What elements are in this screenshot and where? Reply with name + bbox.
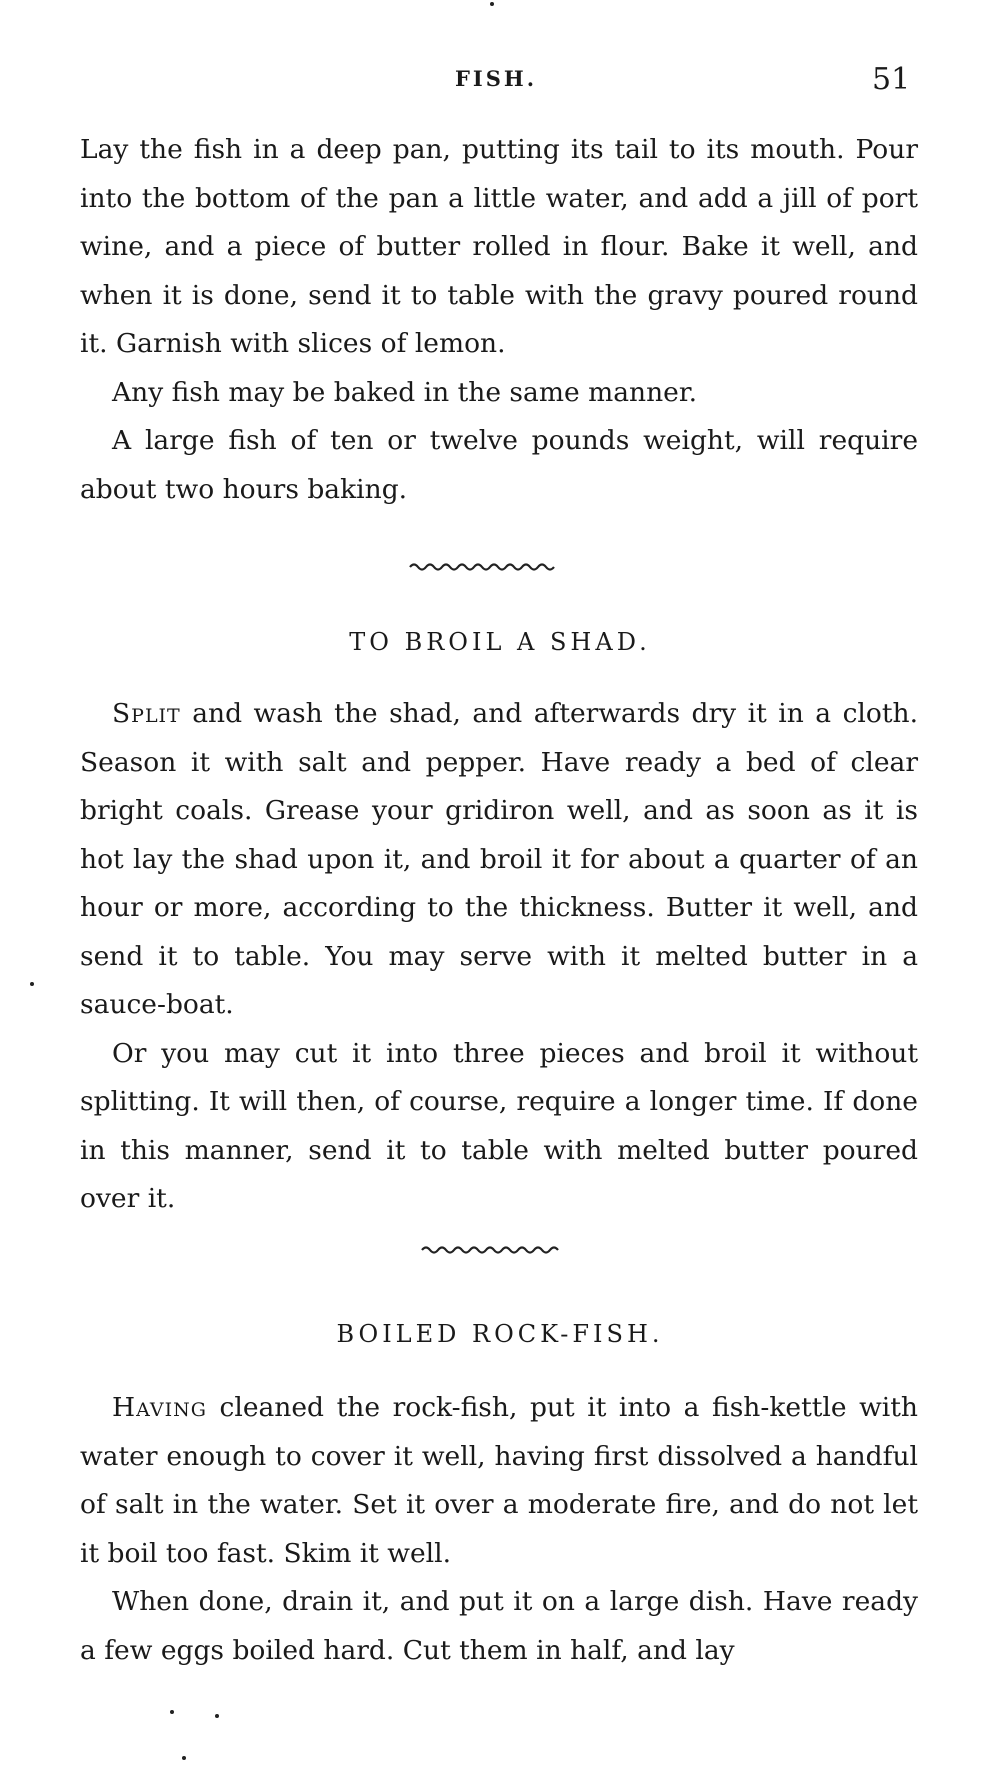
paragraph-text: and wash the shad, and afterwards dry it in a cloth. Season it with salt and pepper. Have ready a bed of clear bright coals. Grease your gridiron well, and as soon as it is hot lay the shad upon it, and broil it for about a quarter of an hour or more, according to the thickness. Butter it well, and send it to table. You may serve with it melted butter in a sauce-boat.: [80, 698, 918, 1020]
paragraph: Or you may cut it into three pieces and broil it without splitting. It will then, of course, require a longer time. If done in this manner, send it to table with melted butter poured over it.: [80, 1037, 918, 1214]
wavy-rule-ornament: [420, 1243, 570, 1257]
paragraph: Any fish may be baked in the same manner.: [112, 376, 697, 408]
paragraph: When done, drain it, and put it on a large dish. Have ready a few eggs boiled hard. Cut them in half, and lay: [80, 1586, 918, 1666]
section-boiled-rock-fish: [80, 1384, 918, 1675]
section-heading: BOILED ROCK-FISH.: [336, 1320, 664, 1348]
paragraph: [80, 1384, 918, 1578]
wavy-rule-ornament: [408, 560, 568, 574]
drop-lead-word: Having: [112, 1392, 207, 1423]
print-speck: [182, 1756, 186, 1760]
page-number: 51: [872, 62, 911, 97]
print-speck: [170, 1710, 174, 1714]
print-speck: [490, 2, 494, 6]
section-broil-shad: [80, 690, 918, 1224]
paragraph: [80, 690, 918, 1030]
running-head-title: FISH.: [455, 66, 538, 91]
section-heading: TO BROIL A SHAD.: [349, 628, 651, 656]
section-baked-fish: [80, 126, 918, 514]
running-head: [0, 62, 1000, 102]
paragraph: Lay the fish in a deep pan, putting its tail to its mouth. Pour into the bottom of the pan a little water, and add a jill of port wine, and a piece of butter rolled in flour. Bake it well, and when it is done, send it to table with the gravy poured round it. Garnish with slices of lemon.: [80, 134, 918, 359]
paragraph-text: cleaned the rock-fish, put it into a fish-kettle with water enough to cover it well, having first dissolved a handful of salt in the water. Set it over a moderate fire, and do not let it boil too fast. Skim it well.: [80, 1392, 918, 1569]
drop-lead-word: Split: [112, 698, 181, 729]
paragraph: A large fish of ten or twelve pounds weight, will require about two hours baking.: [80, 425, 918, 505]
print-speck: [30, 982, 34, 986]
print-speck: [215, 1714, 219, 1718]
